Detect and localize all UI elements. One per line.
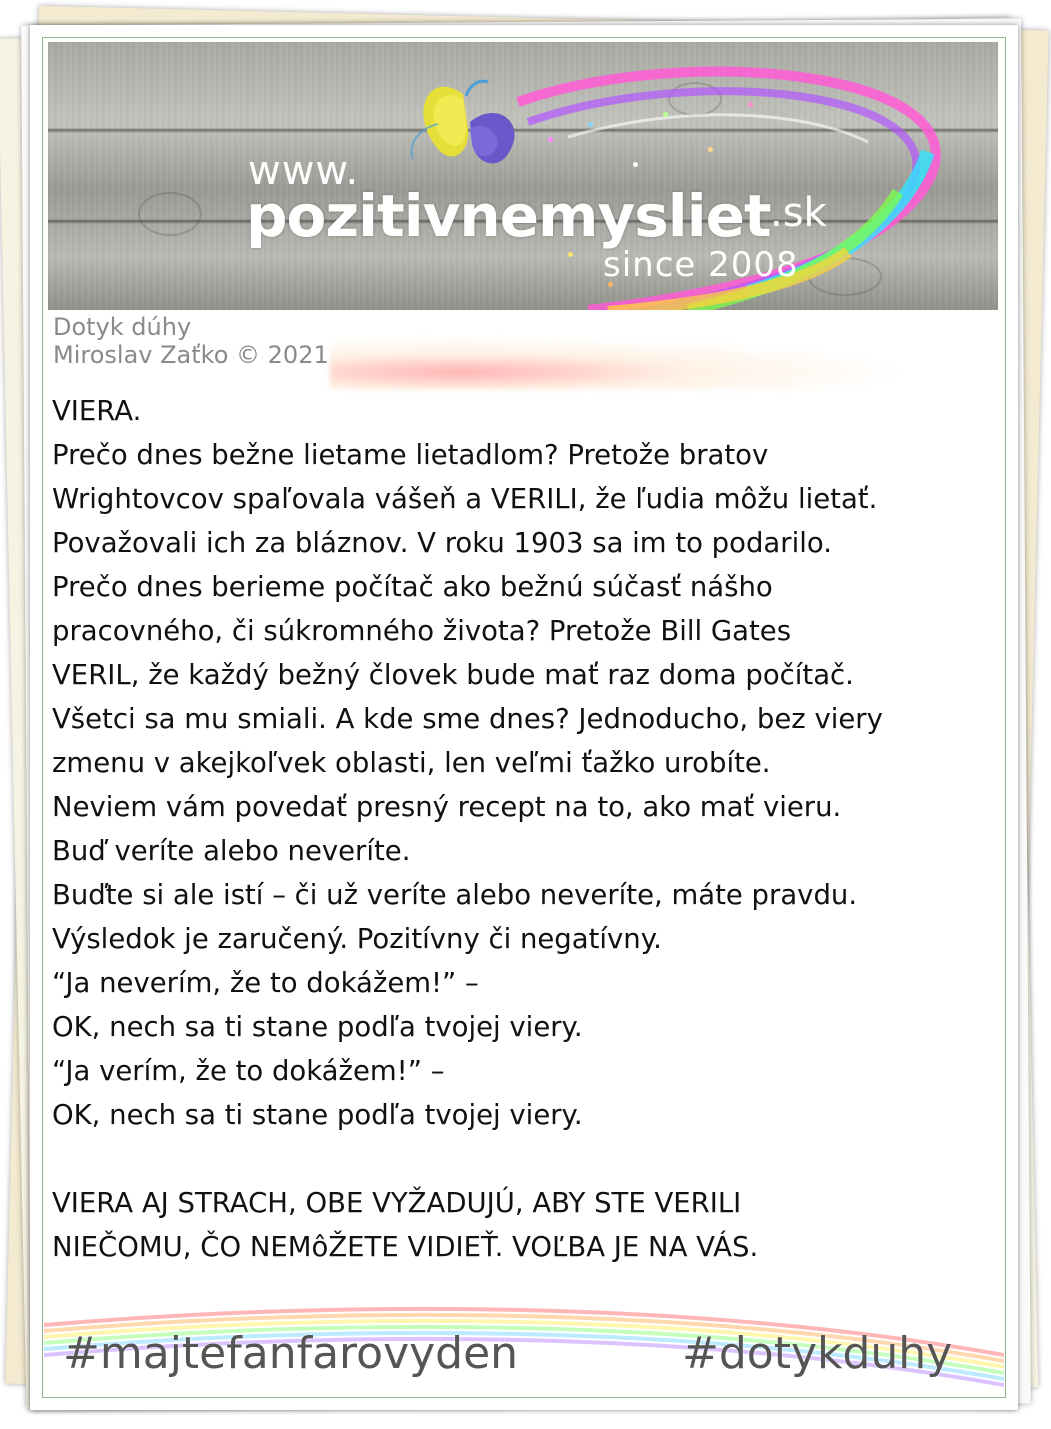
site-tld: .sk [770, 190, 827, 236]
site-www: www. [248, 148, 360, 194]
body-line: Považovali ich za bláznov. V roku 1903 sa im to podarilo. [52, 527, 832, 559]
body-line: Neviem vám povedať presný recept na to, ako mať vieru. [52, 791, 842, 823]
sparkle [708, 147, 713, 152]
body-line: OK, nech sa ti stane podľa tvojej viery. [52, 1099, 583, 1131]
body-line: Buď veríte alebo neveríte. [52, 835, 411, 867]
body-line: pracovného, či súkromného života? Pretože Bill Gates [52, 615, 792, 647]
sparkle [568, 252, 573, 257]
body-line: “Ja neverím, že to dokážem!” – [52, 967, 479, 999]
body-text [52, 389, 1002, 1269]
body-line: Výsledok je zaručený. Pozitívny či negatívny. [52, 923, 662, 955]
site-name: pozitivnemysliet [246, 182, 771, 250]
body-line: VERIL, že každý bežný človek bude mať raz doma počítač. [52, 659, 854, 691]
body-line: VIERA. [52, 395, 142, 427]
body-line: Všetci sa mu smiali. A kde sme dnes? Jednoducho, bez viery [52, 703, 883, 735]
byline-title: Dotyk dúhy [53, 313, 192, 341]
body-line: “Ja verím, že to dokážem!” – [52, 1055, 445, 1087]
body-line: zmenu v akejkoľvek oblasti, len veľmi ťažko urobíte. [52, 747, 771, 779]
byline [53, 313, 329, 369]
sparkle [588, 122, 593, 127]
closing-line: VIERA AJ STRACH, OBE VYŽADUJÚ, ABY STE VERILI [52, 1187, 742, 1219]
closing-line: NIEČOMU, ČO NEMôŽETE VIDIEŤ. VOĽBA JE NA VÁS. [52, 1231, 759, 1263]
sparkle [748, 102, 753, 107]
sparkle [548, 137, 553, 142]
hashtag-left: #majtefanfarovyden [63, 1328, 519, 1379]
body-line: OK, nech sa ti stane podľa tvojej viery. [52, 1011, 583, 1043]
byline-streak [330, 330, 990, 390]
body-line: Prečo dnes berieme počítač ako bežnú súčasť nášho [52, 571, 773, 603]
site-since: since 2008 [603, 245, 799, 285]
hashtag-right: #dotykduhy [682, 1328, 953, 1379]
quote-card [30, 25, 1018, 1410]
header-banner [48, 42, 998, 310]
body-line: Prečo dnes bežne lietame lietadlom? Pretože bratov [52, 439, 769, 471]
blank-line [52, 1137, 1002, 1181]
sparkle [633, 162, 638, 167]
body-line: Buďte si ale istí – či už veríte alebo neveríte, máte pravdu. [52, 879, 858, 911]
body-line: Wrightovcov spaľovala vášeň a VERILI, že ľudia môžu lietať. [52, 483, 878, 515]
butterfly-icon [408, 74, 528, 184]
sparkle [663, 112, 668, 117]
byline-author: Miroslav Zaťko © 2021 [53, 341, 329, 369]
